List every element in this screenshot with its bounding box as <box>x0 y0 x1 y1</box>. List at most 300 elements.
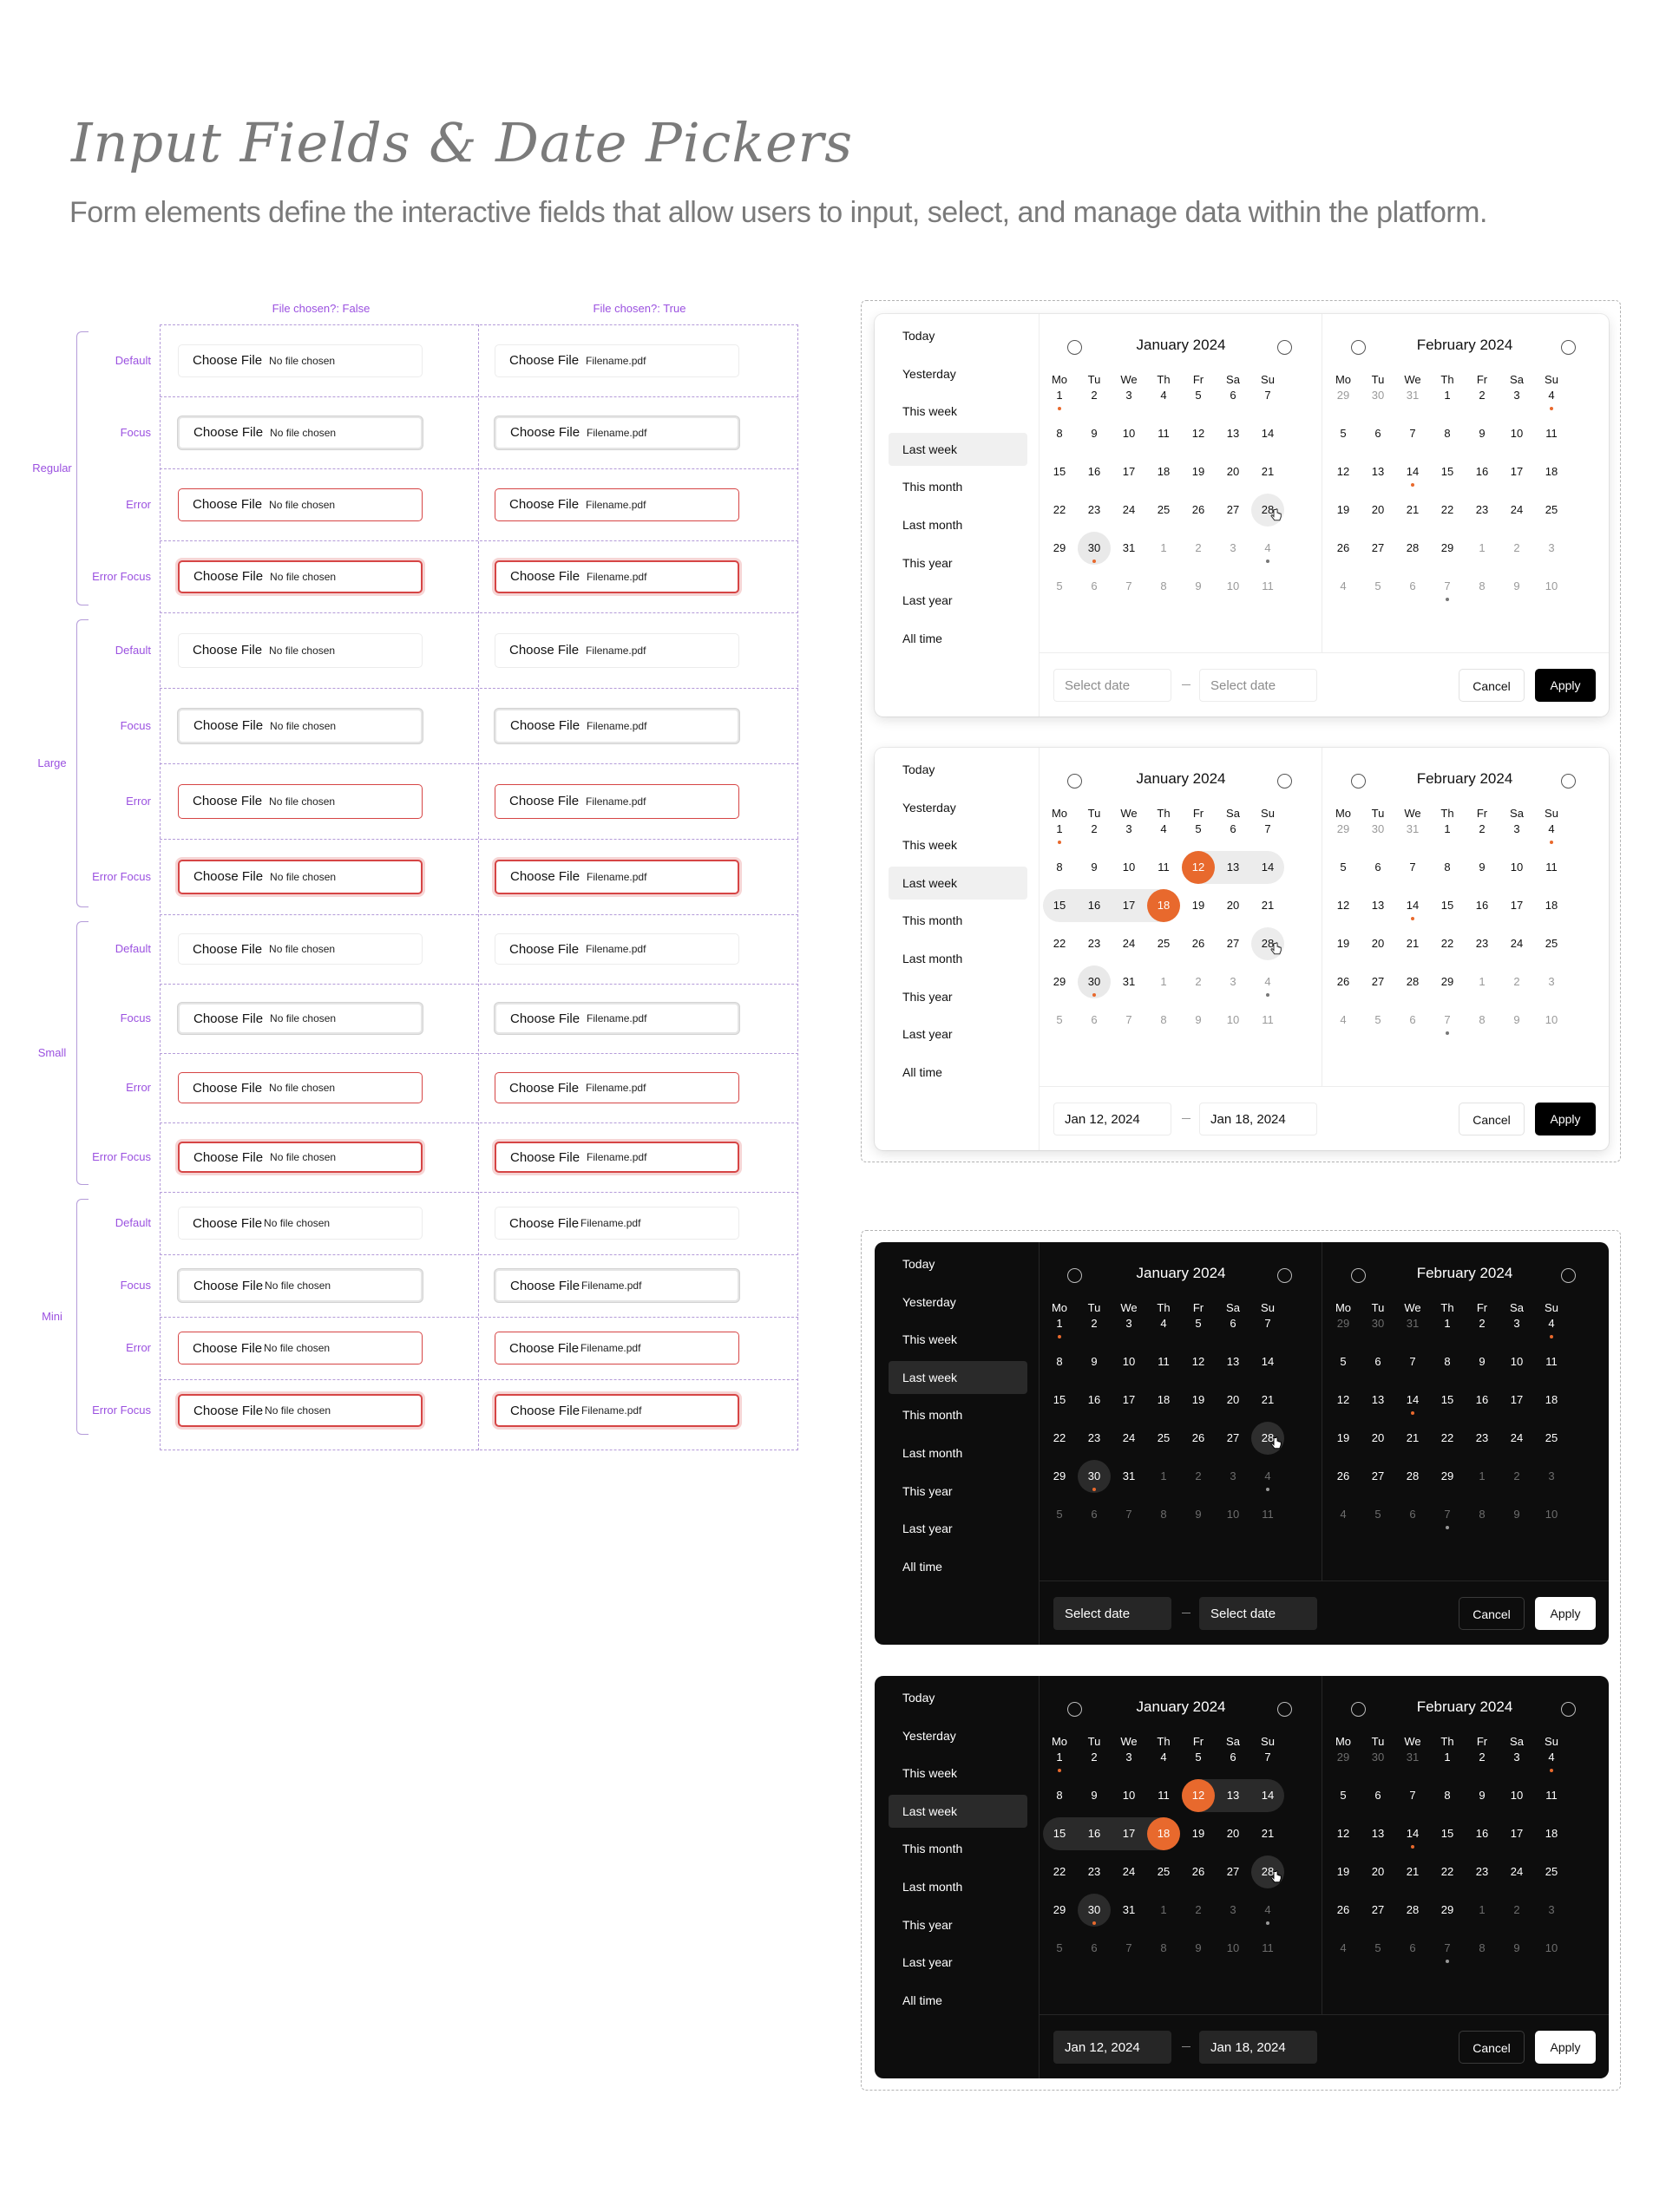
day-cell[interactable] <box>1216 965 1250 998</box>
day-cell[interactable] <box>1077 889 1112 922</box>
day-cell[interactable] <box>1361 1345 1395 1378</box>
day-cell[interactable] <box>1534 1932 1569 1965</box>
day-cell[interactable] <box>1216 1741 1250 1774</box>
day-cell[interactable] <box>1181 494 1216 527</box>
day-cell[interactable] <box>1146 889 1181 922</box>
file-input[interactable] <box>495 1394 739 1427</box>
file-input[interactable] <box>178 1394 423 1427</box>
choose-file-button[interactable]: Choose File <box>509 353 580 368</box>
day-cell[interactable] <box>1430 417 1465 450</box>
prev-month-icon[interactable] <box>1067 1702 1082 1717</box>
choose-file-button[interactable]: Choose File <box>193 569 264 584</box>
day-cell[interactable] <box>1361 1460 1395 1493</box>
file-input[interactable] <box>495 416 739 449</box>
day-cell[interactable] <box>1326 455 1361 488</box>
day-cell[interactable] <box>1499 1779 1534 1812</box>
choose-file-button[interactable]: Choose File <box>510 425 580 440</box>
day-cell[interactable] <box>1395 1932 1430 1965</box>
day-cell[interactable] <box>1042 1384 1077 1417</box>
day-cell[interactable] <box>1395 417 1430 450</box>
day-cell[interactable] <box>1465 813 1499 846</box>
day-cell[interactable] <box>1112 927 1146 960</box>
day-cell[interactable] <box>1042 494 1077 527</box>
preset-this-month[interactable]: This month <box>902 913 963 928</box>
day-cell[interactable] <box>1146 379 1181 412</box>
day-cell[interactable] <box>1216 379 1250 412</box>
choose-file-button[interactable]: Choose File <box>510 1149 580 1165</box>
day-cell[interactable] <box>1465 1741 1499 1774</box>
day-cell[interactable] <box>1534 1741 1569 1774</box>
day-cell[interactable] <box>1465 1855 1499 1888</box>
day-cell[interactable] <box>1250 455 1285 488</box>
preset-last-year[interactable]: Last year <box>902 1522 953 1536</box>
day-cell[interactable] <box>1499 1498 1534 1531</box>
day-cell[interactable] <box>1042 1422 1077 1455</box>
day-cell[interactable] <box>1499 417 1534 450</box>
file-input[interactable] <box>178 1269 423 1302</box>
day-cell[interactable] <box>1395 570 1430 603</box>
day-cell[interactable] <box>1181 1422 1216 1455</box>
file-input[interactable] <box>178 784 423 819</box>
day-cell[interactable] <box>1250 1498 1285 1531</box>
day-cell[interactable] <box>1250 1345 1285 1378</box>
file-input[interactable] <box>178 1003 423 1034</box>
day-cell[interactable] <box>1216 889 1250 922</box>
apply-button[interactable]: Apply <box>1535 1103 1596 1135</box>
cancel-button[interactable]: Cancel <box>1459 1103 1525 1135</box>
day-cell[interactable] <box>1146 1779 1181 1812</box>
preset-this-year[interactable]: This year <box>902 555 953 570</box>
next-month-icon[interactable] <box>1277 340 1292 355</box>
file-input[interactable] <box>495 709 739 743</box>
next-month-icon[interactable] <box>1277 1268 1292 1283</box>
day-cell[interactable] <box>1326 1741 1361 1774</box>
day-cell[interactable] <box>1112 1932 1146 1965</box>
day-cell[interactable] <box>1250 889 1285 922</box>
day-cell[interactable] <box>1534 1422 1569 1455</box>
day-cell[interactable] <box>1216 1307 1250 1340</box>
day-cell[interactable] <box>1534 1855 1569 1888</box>
day-cell[interactable] <box>1181 851 1216 884</box>
day-cell[interactable] <box>1216 1345 1250 1378</box>
day-cell[interactable] <box>1146 1460 1181 1493</box>
day-cell[interactable] <box>1077 1741 1112 1774</box>
day-cell[interactable] <box>1465 1498 1499 1531</box>
day-cell[interactable] <box>1465 1345 1499 1378</box>
day-cell[interactable] <box>1395 1422 1430 1455</box>
preset-this-week[interactable]: This week <box>902 404 958 419</box>
file-input[interactable] <box>495 1207 739 1240</box>
day-cell[interactable] <box>1250 1932 1285 1965</box>
day-cell[interactable] <box>1112 1779 1146 1812</box>
day-cell[interactable] <box>1361 965 1395 998</box>
day-cell[interactable] <box>1326 889 1361 922</box>
prev-month-icon[interactable] <box>1067 340 1082 355</box>
file-input[interactable] <box>178 860 423 894</box>
day-cell[interactable] <box>1465 1460 1499 1493</box>
day-cell[interactable] <box>1216 1004 1250 1037</box>
day-cell[interactable] <box>1181 570 1216 603</box>
day-cell[interactable] <box>1361 379 1395 412</box>
day-cell[interactable] <box>1216 532 1250 565</box>
file-input[interactable] <box>495 1332 739 1365</box>
day-cell[interactable] <box>1465 851 1499 884</box>
day-cell[interactable] <box>1042 1345 1077 1378</box>
choose-file-button[interactable]: Choose File <box>510 569 580 584</box>
choose-file-button[interactable]: Choose File <box>193 1011 264 1026</box>
day-cell[interactable] <box>1395 1004 1430 1037</box>
day-cell[interactable] <box>1181 1004 1216 1037</box>
day-cell[interactable] <box>1534 927 1569 960</box>
day-cell[interactable] <box>1146 927 1181 960</box>
start-date-input[interactable]: Jan 12, 2024 <box>1053 2031 1171 2064</box>
day-cell[interactable] <box>1146 1384 1181 1417</box>
day-cell[interactable] <box>1216 570 1250 603</box>
next-month-icon[interactable] <box>1277 1702 1292 1717</box>
day-cell[interactable] <box>1395 1345 1430 1378</box>
preset-last-month[interactable]: Last month <box>902 952 963 965</box>
day-cell[interactable] <box>1499 494 1534 527</box>
day-cell[interactable] <box>1499 889 1534 922</box>
day-cell[interactable] <box>1430 1741 1465 1774</box>
choose-file-button[interactable]: Choose File <box>509 1080 580 1096</box>
day-cell[interactable] <box>1181 1779 1216 1812</box>
day-cell[interactable] <box>1361 1422 1395 1455</box>
day-cell[interactable] <box>1216 455 1250 488</box>
day-cell[interactable] <box>1465 1422 1499 1455</box>
day-cell[interactable] <box>1146 570 1181 603</box>
preset-today[interactable]: Today <box>902 1691 935 1705</box>
day-cell[interactable] <box>1181 927 1216 960</box>
preset-yesterday[interactable]: Yesterday <box>902 366 956 381</box>
day-cell[interactable] <box>1499 532 1534 565</box>
day-cell[interactable] <box>1042 1741 1077 1774</box>
day-cell[interactable] <box>1534 1384 1569 1417</box>
day-cell[interactable] <box>1465 570 1499 603</box>
day-cell[interactable] <box>1250 813 1285 846</box>
day-cell[interactable] <box>1430 570 1465 603</box>
day-cell[interactable] <box>1430 1422 1465 1455</box>
choose-file-button[interactable]: Choose File <box>193 425 264 440</box>
day-cell[interactable] <box>1430 1460 1465 1493</box>
day-cell[interactable] <box>1216 1422 1250 1455</box>
day-cell[interactable] <box>1146 1422 1181 1455</box>
file-input[interactable] <box>178 344 423 377</box>
preset-today[interactable]: Today <box>902 329 935 343</box>
day-cell[interactable] <box>1146 1498 1181 1531</box>
day-cell[interactable] <box>1395 1460 1430 1493</box>
day-cell[interactable] <box>1216 1779 1250 1812</box>
preset-last-week[interactable]: Last week <box>889 1361 1027 1394</box>
day-cell[interactable] <box>1216 1817 1250 1850</box>
day-cell[interactable] <box>1250 1307 1285 1340</box>
start-date-input[interactable]: Select date <box>1053 669 1171 702</box>
day-cell[interactable] <box>1112 1894 1146 1927</box>
day-cell[interactable] <box>1499 1460 1534 1493</box>
choose-file-button[interactable]: Choose File <box>509 941 580 957</box>
preset-yesterday[interactable]: Yesterday <box>902 1728 956 1743</box>
day-cell[interactable] <box>1112 455 1146 488</box>
day-cell[interactable] <box>1430 1817 1465 1850</box>
day-cell[interactable] <box>1465 532 1499 565</box>
day-cell[interactable] <box>1216 1855 1250 1888</box>
file-input[interactable] <box>178 560 423 593</box>
day-cell[interactable] <box>1361 1779 1395 1812</box>
preset-last-year[interactable]: Last year <box>902 1027 953 1042</box>
day-cell[interactable] <box>1216 1498 1250 1531</box>
day-cell[interactable] <box>1534 1004 1569 1037</box>
preset-today[interactable]: Today <box>902 1257 935 1271</box>
day-cell[interactable] <box>1361 1817 1395 1850</box>
day-cell[interactable] <box>1181 532 1216 565</box>
day-cell[interactable] <box>1181 1894 1216 1927</box>
day-cell[interactable] <box>1042 1004 1077 1037</box>
day-cell[interactable] <box>1395 1855 1430 1888</box>
preset-this-week[interactable]: This week <box>902 1332 958 1347</box>
day-cell[interactable] <box>1465 1004 1499 1037</box>
day-cell[interactable] <box>1181 1307 1216 1340</box>
day-cell[interactable] <box>1181 813 1216 846</box>
day-cell[interactable] <box>1499 813 1534 846</box>
file-input[interactable] <box>178 1332 423 1365</box>
day-cell[interactable] <box>1430 851 1465 884</box>
day-cell[interactable] <box>1112 570 1146 603</box>
day-cell[interactable] <box>1042 1817 1077 1850</box>
prev-month-icon[interactable] <box>1351 1702 1366 1717</box>
day-cell[interactable] <box>1250 851 1285 884</box>
day-cell[interactable] <box>1077 494 1112 527</box>
file-input[interactable] <box>495 860 739 894</box>
day-cell[interactable] <box>1430 1345 1465 1378</box>
day-cell[interactable] <box>1395 1384 1430 1417</box>
day-cell[interactable] <box>1499 1932 1534 1965</box>
preset-all-time[interactable]: All time <box>902 631 942 645</box>
day-cell[interactable] <box>1534 1779 1569 1812</box>
day-cell[interactable] <box>1112 494 1146 527</box>
day-cell[interactable] <box>1042 1855 1077 1888</box>
day-cell[interactable] <box>1042 1779 1077 1812</box>
day-cell[interactable] <box>1430 1498 1465 1531</box>
file-input[interactable] <box>178 1072 423 1103</box>
day-cell[interactable] <box>1499 1855 1534 1888</box>
choose-file-button[interactable]: Choose File <box>193 794 263 808</box>
choose-file-button[interactable]: Choose File <box>193 497 263 512</box>
day-cell[interactable] <box>1250 1004 1285 1037</box>
day-cell[interactable] <box>1216 1460 1250 1493</box>
prev-month-icon[interactable] <box>1067 774 1082 789</box>
day-cell[interactable] <box>1361 1932 1395 1965</box>
choose-file-button[interactable]: Choose File <box>193 353 263 368</box>
choose-file-button[interactable]: Choose File <box>510 1403 580 1418</box>
day-cell[interactable] <box>1077 1894 1112 1927</box>
file-input[interactable] <box>495 633 739 668</box>
day-cell[interactable] <box>1534 851 1569 884</box>
day-cell[interactable] <box>1181 455 1216 488</box>
day-cell[interactable] <box>1112 851 1146 884</box>
day-cell[interactable] <box>1181 889 1216 922</box>
preset-today[interactable]: Today <box>902 762 935 776</box>
day-cell[interactable] <box>1499 965 1534 998</box>
day-cell[interactable] <box>1361 532 1395 565</box>
day-cell[interactable] <box>1112 889 1146 922</box>
day-cell[interactable] <box>1181 965 1216 998</box>
day-cell[interactable] <box>1077 813 1112 846</box>
day-cell[interactable] <box>1077 1779 1112 1812</box>
day-cell[interactable] <box>1465 494 1499 527</box>
day-cell[interactable] <box>1181 1817 1216 1850</box>
day-cell[interactable] <box>1077 1384 1112 1417</box>
day-cell[interactable] <box>1534 455 1569 488</box>
day-cell[interactable] <box>1250 1779 1285 1812</box>
day-cell[interactable] <box>1077 570 1112 603</box>
day-cell[interactable] <box>1181 379 1216 412</box>
day-cell[interactable] <box>1216 494 1250 527</box>
day-cell[interactable] <box>1499 570 1534 603</box>
day-cell[interactable] <box>1181 1741 1216 1774</box>
choose-file-button[interactable]: Choose File <box>193 1403 264 1418</box>
file-input[interactable] <box>178 933 423 965</box>
day-cell[interactable] <box>1146 494 1181 527</box>
preset-yesterday[interactable]: Yesterday <box>902 800 956 815</box>
file-input[interactable] <box>178 633 423 668</box>
day-cell[interactable] <box>1361 1498 1395 1531</box>
day-cell[interactable] <box>1430 1894 1465 1927</box>
day-cell[interactable] <box>1326 417 1361 450</box>
day-cell[interactable] <box>1499 927 1534 960</box>
choose-file-button[interactable]: Choose File <box>193 1215 263 1231</box>
day-cell[interactable] <box>1042 813 1077 846</box>
day-cell[interactable] <box>1077 1345 1112 1378</box>
choose-file-button[interactable]: Choose File <box>510 1011 580 1026</box>
choose-file-button[interactable]: Choose File <box>193 1149 264 1165</box>
day-cell[interactable] <box>1430 494 1465 527</box>
file-input[interactable] <box>495 1003 739 1034</box>
choose-file-button[interactable]: Choose File <box>193 869 264 884</box>
day-cell[interactable] <box>1146 417 1181 450</box>
prev-month-icon[interactable] <box>1351 340 1366 355</box>
day-cell[interactable] <box>1326 1932 1361 1965</box>
day-cell[interactable] <box>1146 965 1181 998</box>
day-cell[interactable] <box>1042 1460 1077 1493</box>
choose-file-button[interactable]: Choose File <box>193 718 264 733</box>
prev-month-icon[interactable] <box>1351 1268 1366 1283</box>
day-cell[interactable] <box>1077 1498 1112 1531</box>
day-cell[interactable] <box>1326 570 1361 603</box>
prev-month-icon[interactable] <box>1351 774 1366 789</box>
day-cell[interactable] <box>1216 927 1250 960</box>
day-cell[interactable] <box>1042 1894 1077 1927</box>
preset-this-month[interactable]: This month <box>902 480 963 494</box>
next-month-icon[interactable] <box>1561 1268 1576 1283</box>
day-cell[interactable] <box>1534 1307 1569 1340</box>
file-input[interactable] <box>495 933 739 965</box>
day-cell[interactable] <box>1042 379 1077 412</box>
day-cell[interactable] <box>1042 851 1077 884</box>
day-cell[interactable] <box>1042 927 1077 960</box>
day-cell[interactable] <box>1112 965 1146 998</box>
preset-last-year[interactable]: Last year <box>902 593 953 608</box>
day-cell[interactable] <box>1146 455 1181 488</box>
day-cell[interactable] <box>1361 1894 1395 1927</box>
day-cell[interactable] <box>1112 1345 1146 1378</box>
day-cell[interactable] <box>1042 1498 1077 1531</box>
day-cell[interactable] <box>1395 532 1430 565</box>
day-cell[interactable] <box>1395 965 1430 998</box>
end-date-input[interactable]: Jan 18, 2024 <box>1199 2031 1317 2064</box>
day-cell[interactable] <box>1326 1817 1361 1850</box>
day-cell[interactable] <box>1361 1741 1395 1774</box>
cancel-button[interactable]: Cancel <box>1459 2031 1525 2064</box>
preset-this-week[interactable]: This week <box>902 1766 958 1781</box>
day-cell[interactable] <box>1112 1460 1146 1493</box>
preset-yesterday[interactable]: Yesterday <box>902 1294 956 1309</box>
day-cell[interactable] <box>1042 570 1077 603</box>
end-date-input[interactable]: Select date <box>1199 669 1317 702</box>
day-cell[interactable] <box>1534 570 1569 603</box>
day-cell[interactable] <box>1326 1307 1361 1340</box>
day-cell[interactable] <box>1250 1741 1285 1774</box>
day-cell[interactable] <box>1077 1422 1112 1455</box>
day-cell[interactable] <box>1430 455 1465 488</box>
day-cell[interactable] <box>1430 1779 1465 1812</box>
day-cell[interactable] <box>1395 1307 1430 1340</box>
apply-button[interactable]: Apply <box>1535 2031 1596 2064</box>
day-cell[interactable] <box>1077 532 1112 565</box>
day-cell[interactable] <box>1216 851 1250 884</box>
day-cell[interactable] <box>1430 965 1465 998</box>
day-cell[interactable] <box>1534 1894 1569 1927</box>
day-cell[interactable] <box>1112 532 1146 565</box>
day-cell[interactable] <box>1326 532 1361 565</box>
day-cell[interactable] <box>1430 1932 1465 1965</box>
day-cell[interactable] <box>1465 889 1499 922</box>
day-cell[interactable] <box>1146 1345 1181 1378</box>
choose-file-button[interactable]: Choose File <box>509 1215 580 1231</box>
day-cell[interactable] <box>1077 1855 1112 1888</box>
day-cell[interactable] <box>1499 1894 1534 1927</box>
day-cell[interactable] <box>1534 1460 1569 1493</box>
end-date-input[interactable]: Select date <box>1199 1597 1317 1630</box>
day-cell[interactable] <box>1146 1004 1181 1037</box>
day-cell[interactable] <box>1181 1855 1216 1888</box>
choose-file-button[interactable]: Choose File <box>510 718 580 733</box>
day-cell[interactable] <box>1430 1384 1465 1417</box>
day-cell[interactable] <box>1395 927 1430 960</box>
day-cell[interactable] <box>1534 379 1569 412</box>
next-month-icon[interactable] <box>1561 774 1576 789</box>
preset-all-time[interactable]: All time <box>902 1064 942 1079</box>
day-cell[interactable] <box>1042 1307 1077 1340</box>
day-cell[interactable] <box>1430 1004 1465 1037</box>
day-cell[interactable] <box>1499 455 1534 488</box>
day-cell[interactable] <box>1430 1307 1465 1340</box>
day-cell[interactable] <box>1395 379 1430 412</box>
day-cell[interactable] <box>1430 889 1465 922</box>
day-cell[interactable] <box>1077 455 1112 488</box>
day-cell[interactable] <box>1326 851 1361 884</box>
next-month-icon[interactable] <box>1277 774 1292 789</box>
day-cell[interactable] <box>1361 494 1395 527</box>
day-cell[interactable] <box>1395 813 1430 846</box>
preset-this-month[interactable]: This month <box>902 1842 963 1856</box>
choose-file-button[interactable]: Choose File <box>509 794 580 808</box>
day-cell[interactable] <box>1430 927 1465 960</box>
cancel-button[interactable]: Cancel <box>1459 669 1525 702</box>
day-cell[interactable] <box>1250 417 1285 450</box>
day-cell[interactable] <box>1216 1384 1250 1417</box>
cancel-button[interactable]: Cancel <box>1459 1597 1525 1630</box>
day-cell[interactable] <box>1465 1894 1499 1927</box>
